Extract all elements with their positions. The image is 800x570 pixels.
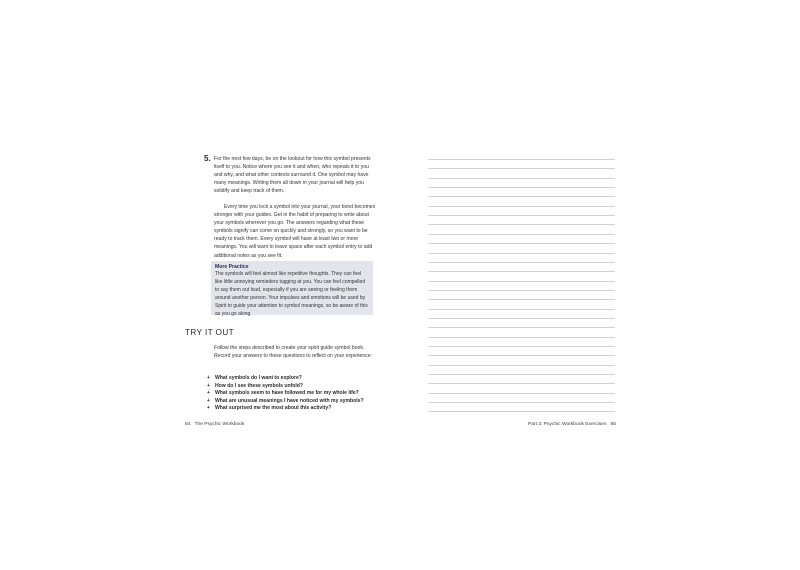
right-page-footer [528,422,616,427]
ruled-line [428,224,615,225]
plus-icon: + [207,382,210,389]
ruled-line [428,253,615,254]
ruled-line [428,215,615,216]
ruled-line [428,159,615,160]
plus-icon: + [207,405,210,412]
ruled-line [428,178,615,179]
more-practice-box [211,261,373,315]
ruled-line [428,234,615,235]
question-item [207,390,387,398]
ruled-line [428,374,615,375]
question-text: What surprised me the most about this activity? [215,405,332,412]
ruled-line [428,411,615,412]
ruled-line [428,168,615,169]
question-text: How do I see these symbols unfold? [215,382,304,389]
ruled-line [428,243,615,244]
ruled-line [428,206,615,207]
plus-icon: + [207,375,210,381]
plus-icon: + [207,397,210,404]
question-text: What symbols do I want to explore? [215,375,302,381]
ruled-line [428,346,615,347]
page-number: 85 [610,422,616,427]
step-number: 5. [204,154,211,163]
more-practice-title: More Practice [215,264,249,270]
question-text: What are unusual meanings I have noticed with my symbols? [215,397,364,404]
section-title: Part 2: Psychic Workbook Exercises [528,422,607,427]
body-paragraph: Every time you lock a symbol into your journal, your bond becomes stronger with your guides. Get in the habit of preparing to write about your symbols wherever you go. The answers regarding what these symbols signify can come on quickly and strongly, so you want to be ready to track them. Every symbol will have at least two or more meanings. You will want to leave space after each symbol entry to add additional notes as you see fit. [214,204,376,259]
ruled-line [428,402,615,403]
writing-lines [428,159,615,413]
ruled-line [428,271,615,272]
question-item [207,375,387,383]
question-item [207,405,387,413]
ruled-line [428,365,615,366]
ruled-line [428,196,615,197]
more-practice-text: The symbols will feel almost like repetitive thoughts. They can feel like little annoying reminders tugging at you. You can feel compelled to say them out loud, especially if you are seeing or feeling them around another person. Your impulses and emotions will be used by Spirit to guide your attention to symbol meanings, so be aware of this as you go along. [215,271,368,317]
ruled-line [428,383,615,384]
plus-icon: + [207,390,210,397]
ruled-line [428,290,615,291]
ruled-line [428,262,615,263]
ruled-line [428,318,615,319]
step-text: For the next few days, be on the lookout for how this symbol presents itself to you. Notice where you see it and when, who repeats it to you and why, and what other contexts surround it. One symbol may have many meanings. Writing them all down in your journal will help you solidify and keep track of them. [214,156,371,195]
ruled-line [428,355,615,356]
question-item [207,398,387,406]
ruled-line [428,393,615,394]
question-text: What symbols seem to have followed me for my whole life? [215,390,359,397]
section-heading: TRY IT OUT [185,328,235,337]
book-title: The Psychic Workbook [194,422,245,427]
intro-paragraph: Follow the steps described to create your spirit guide symbol book. Record your answers to these questions to reflect on your experience: [214,345,372,360]
ruled-line [428,309,615,310]
ruled-line [428,281,615,282]
question-list [207,375,387,413]
page-number: 84 [185,422,191,427]
ruled-line [428,327,615,328]
question-item [207,383,387,391]
left-page-footer [185,422,244,427]
ruled-line [428,299,615,300]
ruled-line [428,337,615,338]
ruled-line [428,187,615,188]
